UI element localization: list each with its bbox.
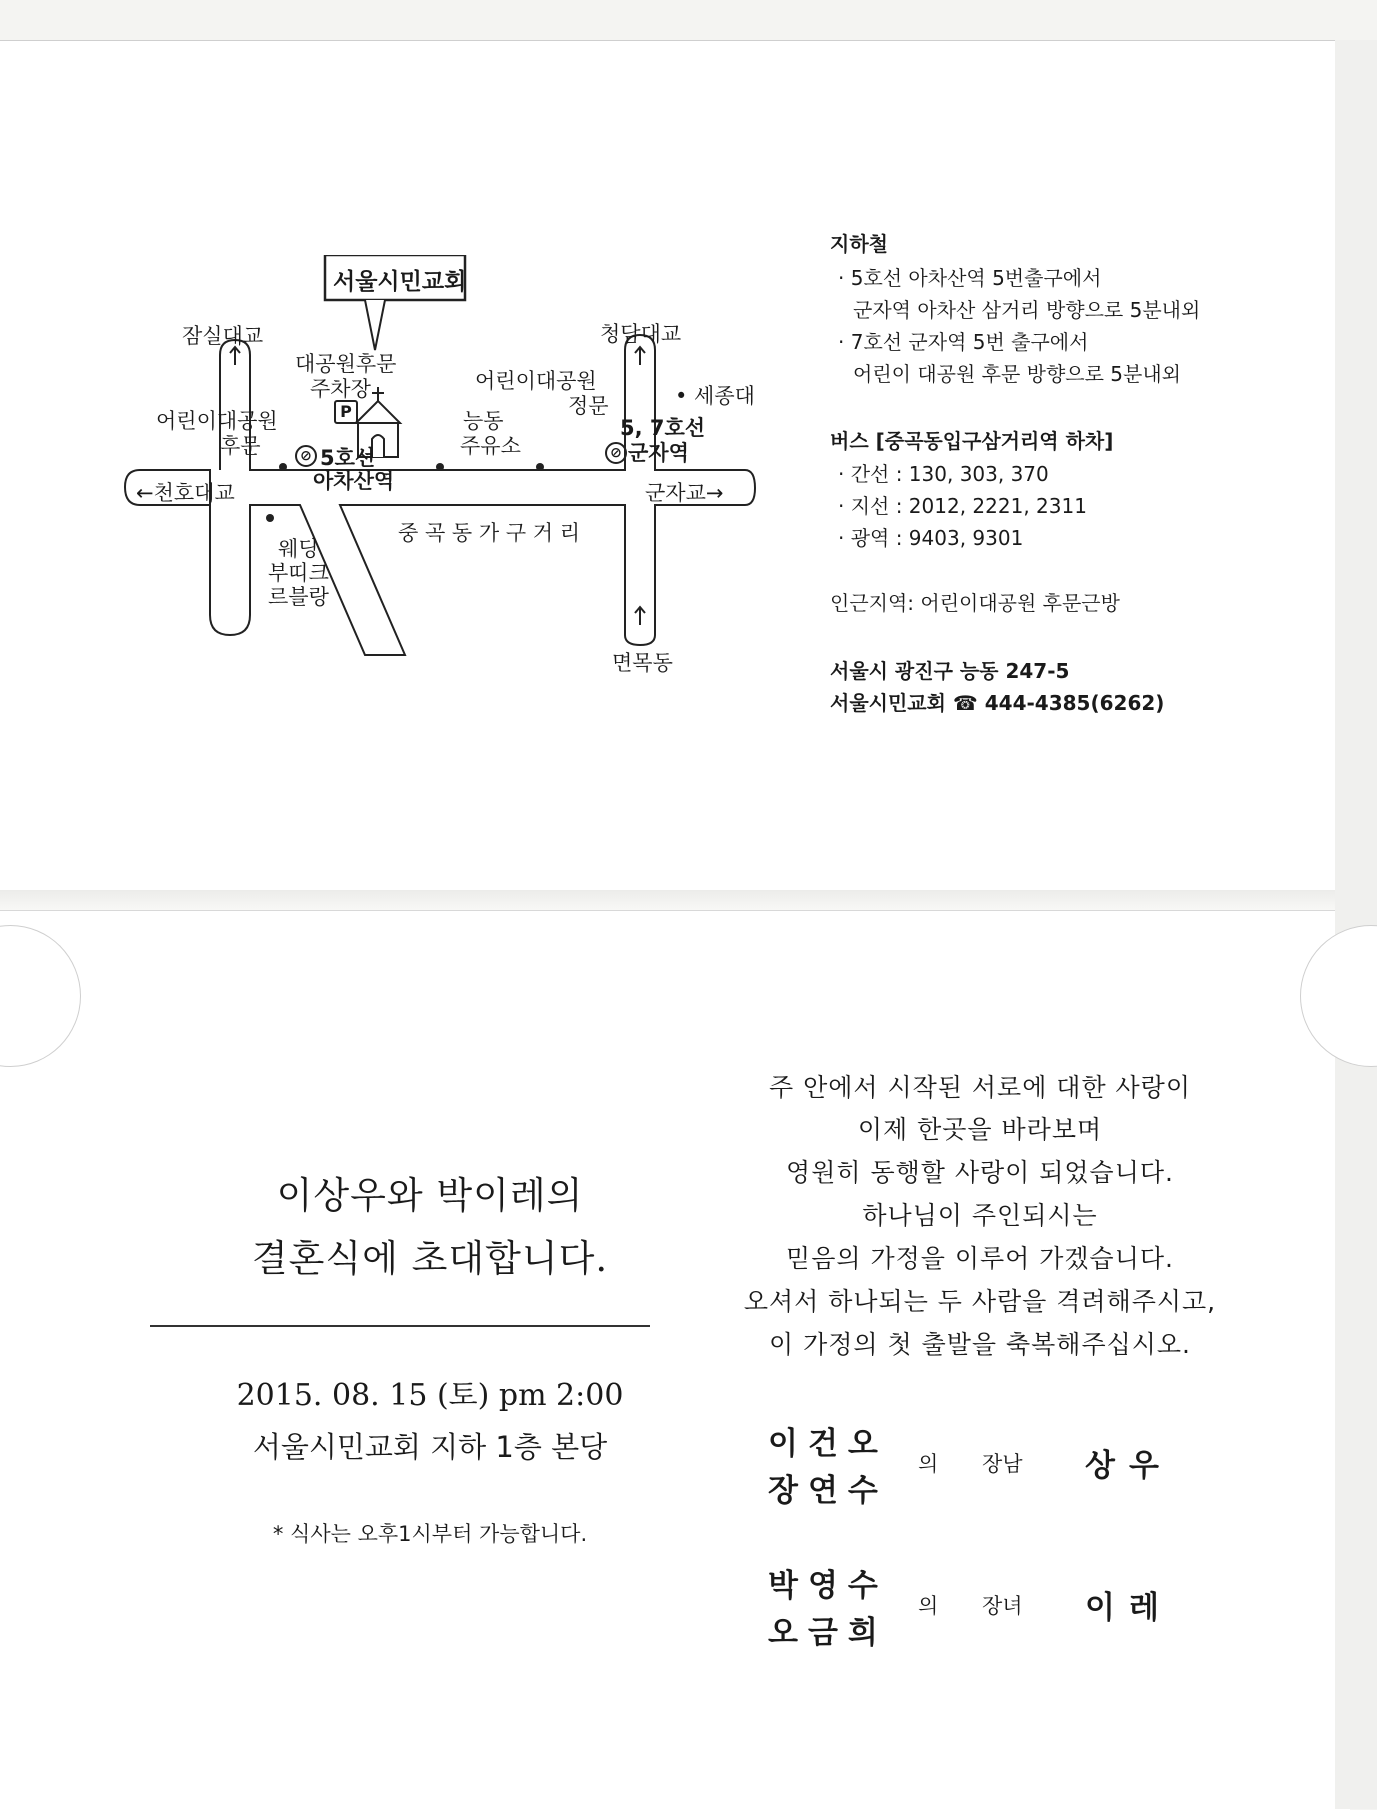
park-rear-label-1: 어린이대공원 bbox=[156, 409, 278, 433]
myeonmok-label: 면목동 bbox=[612, 651, 673, 675]
gunja-bridge-label: 군자교→ bbox=[645, 481, 724, 505]
message-line: 믿음의 가정을 이루어 가겠습니다. bbox=[786, 1244, 1174, 1273]
bus-wide: · 광역 : 9403, 9301 bbox=[838, 526, 1024, 550]
meal-note: * 식사는 오후1시부터 가능합니다. bbox=[272, 1522, 588, 1546]
gas-station-label-1: 능동 bbox=[463, 409, 504, 433]
groom-mother-name: 장연수 bbox=[768, 1473, 888, 1509]
park-main-label-2: 정문 bbox=[568, 394, 609, 418]
parking-icon: P bbox=[334, 400, 358, 424]
message-line: 이제 한곳을 바라보며 bbox=[857, 1115, 1103, 1144]
title-divider bbox=[150, 1325, 650, 1327]
subway-icon: ⊘ bbox=[295, 445, 317, 467]
church-phone: 서울시민교회 ☎ 444-4385(6262) bbox=[830, 691, 1165, 715]
invitation-title-line-1: 이상우와 박이레의 bbox=[276, 1174, 584, 1217]
parking-label-2: 주차장 bbox=[310, 377, 371, 401]
groom-father-name: 이건오 bbox=[768, 1426, 888, 1462]
bus-heading: 버스 [중곡동입구삼거리역 하차] bbox=[830, 429, 1114, 453]
jamsil-bridge-label: 잠실대교 bbox=[182, 324, 264, 348]
wedding-label-3: 르블랑 bbox=[268, 585, 329, 609]
subway-line5-2: 군자역 아차산 삼거리 방향으로 5분내외 bbox=[853, 298, 1201, 322]
bus-branch: · 지선 : 2012, 2221, 2311 bbox=[838, 494, 1087, 518]
location-map bbox=[120, 255, 770, 675]
address: 서울시 광진구 능동 247-5 bbox=[830, 659, 1070, 683]
wedding-label-2: 부띠크 bbox=[268, 561, 329, 585]
groom-relation: 장남 bbox=[982, 1452, 1023, 1476]
message-line: 오셔서 하나되는 두 사람을 격려해주시고, bbox=[743, 1287, 1217, 1316]
gas-station-label-2: 주유소 bbox=[460, 434, 521, 458]
bride-relation: 장녀 bbox=[982, 1594, 1023, 1618]
gunja-station-label: 군자역 bbox=[628, 441, 689, 465]
bride-mother-name: 오금희 bbox=[768, 1615, 888, 1651]
wedding-venue: 서울시민교회 지하 1층 본당 bbox=[252, 1430, 608, 1464]
line57-label: 5, 7호선 bbox=[620, 416, 706, 440]
subway-line7-1: · 7호선 군자역 5번 출구에서 bbox=[838, 330, 1089, 354]
subway-line5-1: · 5호선 아차산역 5번출구에서 bbox=[838, 266, 1102, 290]
wedding-label-1: 웨딩 bbox=[278, 537, 319, 561]
parking-label-1: 대공원후문 bbox=[295, 352, 397, 376]
park-main-label-1: 어린이대공원 bbox=[475, 369, 597, 393]
bride-father-name: 박영수 bbox=[768, 1568, 888, 1604]
invitation-title-line-2: 결혼식에 초대합니다. bbox=[251, 1237, 609, 1280]
bus-trunk: · 간선 : 130, 303, 370 bbox=[838, 462, 1049, 486]
achasan-station-label: 아차산역 bbox=[313, 469, 395, 493]
message-line: 하나님이 주인되시는 bbox=[862, 1201, 1098, 1230]
nearby-area: 인근지역: 어린이대공원 후문근방 bbox=[830, 591, 1120, 615]
church-label: 서울시민교회 bbox=[333, 269, 467, 295]
groom-name: 상우 bbox=[1085, 1448, 1173, 1484]
cheonho-bridge-label: ←천호대교 bbox=[136, 481, 235, 505]
subway-icon: ⊘ bbox=[605, 442, 627, 464]
map-dot bbox=[266, 514, 274, 522]
message-line: 영원히 동행할 사랑이 되었습니다. bbox=[786, 1158, 1174, 1187]
junggok-intersection-label: 중 곡 동 가 구 거 리 bbox=[398, 521, 581, 545]
map-dot bbox=[436, 463, 444, 471]
message-line: 주 안에서 시작된 서로에 대한 사랑이 bbox=[769, 1073, 1191, 1102]
wedding-datetime: 2015. 08. 15 (토) pm 2:00 bbox=[236, 1378, 624, 1413]
line5-label: 5호선 bbox=[320, 446, 376, 470]
message-line: 이 가정의 첫 출발을 축복해주십시오. bbox=[769, 1330, 1191, 1359]
sejong-univ-label: • 세종대 bbox=[675, 384, 755, 408]
map-dot bbox=[536, 463, 544, 471]
cheongdam-bridge-label: 청담대교 bbox=[600, 322, 682, 346]
groom-of: 의 bbox=[918, 1452, 939, 1476]
subway-heading: 지하철 bbox=[830, 232, 888, 256]
park-rear-label-2: 후문 bbox=[220, 434, 261, 458]
bride-name: 이레 bbox=[1085, 1590, 1173, 1626]
map-dot bbox=[279, 463, 287, 471]
bride-of: 의 bbox=[918, 1594, 939, 1618]
subway-line7-2: 어린이 대공원 후문 방향으로 5분내외 bbox=[853, 362, 1181, 386]
fold-line bbox=[0, 890, 1377, 910]
